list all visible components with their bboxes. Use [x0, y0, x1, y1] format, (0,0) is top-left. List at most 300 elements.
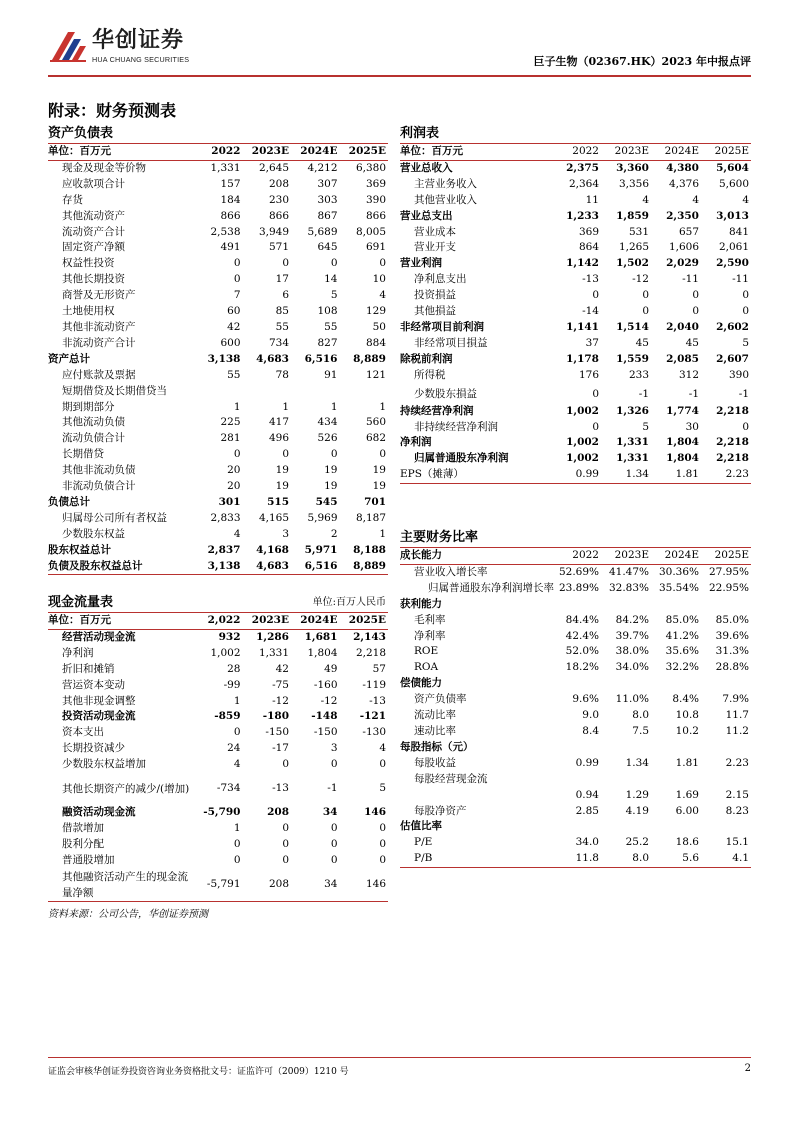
row-value: 1: [233, 400, 241, 413]
row-value: 184: [220, 193, 241, 206]
row-value: 0: [233, 837, 241, 850]
row-label: 其他非现金调整: [62, 694, 136, 707]
row-value: 2,645: [258, 161, 289, 174]
header-year: 2022: [551, 548, 601, 564]
row-value: 1,178: [566, 352, 599, 365]
row-value: 1,559: [616, 352, 649, 365]
row-value: 121: [365, 368, 386, 381]
row-value: 78: [275, 368, 289, 381]
header-year: 2022: [194, 144, 243, 160]
row-value: 4,165: [258, 511, 289, 524]
row-value: 20: [227, 480, 241, 493]
row-value: 19: [372, 464, 386, 477]
row-label: 股东权益总计: [48, 543, 111, 556]
row-label: 非经常项目損益: [414, 336, 488, 349]
row-value: 9.0: [582, 709, 599, 722]
row-value: 0: [692, 305, 699, 318]
row-value: 303: [317, 193, 338, 206]
table-row: [48, 757, 388, 773]
table-row: [400, 304, 751, 320]
row-value: 0: [233, 448, 241, 461]
table-row: [48, 646, 388, 662]
table-row: [48, 629, 388, 645]
cash-flow-title: [48, 593, 388, 613]
row-label: 股利分配: [62, 837, 104, 850]
row-value: 369: [365, 177, 386, 190]
table-row: [400, 692, 751, 708]
row-value: 417: [268, 416, 289, 429]
row-value: -859: [214, 710, 241, 723]
row-value: 0: [330, 837, 338, 850]
row-label: 商誉及无形资产: [62, 289, 136, 302]
row-value: [701, 676, 751, 692]
row-value: 208: [268, 177, 289, 190]
table-row: [400, 404, 751, 420]
table-row: [400, 240, 751, 256]
row-label: 营业利润: [400, 257, 442, 270]
income-statement-title: 利润表: [400, 124, 751, 144]
row-value: 14: [324, 273, 338, 286]
row-value: [243, 384, 292, 400]
row-label: 主营业务收入: [414, 177, 477, 190]
row-value: 864: [578, 241, 599, 254]
row-label: 其他非流动资产: [62, 320, 136, 333]
row-label: 土地使用权: [62, 305, 115, 318]
balance-sheet-table: [48, 144, 388, 575]
table-row: [400, 835, 751, 851]
row-value: -160: [313, 678, 338, 691]
row-label: 除税前利润: [400, 352, 453, 365]
row-value: 11: [585, 193, 599, 206]
row-value: 2,602: [716, 320, 749, 333]
row-label: 流动比率: [414, 709, 456, 722]
income-statement-table: [400, 144, 751, 484]
row-value: 225: [220, 416, 241, 429]
row-value: [701, 772, 751, 788]
row-value: 2,061: [718, 241, 749, 254]
row-label: 权益性投资: [62, 257, 115, 270]
row-value: 19: [324, 464, 338, 477]
row-value: 0: [233, 273, 241, 286]
row-value: 10.8: [675, 709, 699, 722]
row-label: 其他流动资产: [62, 209, 125, 222]
row-value: [651, 676, 701, 692]
row-value: 10.2: [675, 724, 699, 737]
table-row: [400, 613, 751, 629]
row-label: 资产负债率: [414, 693, 467, 706]
row-value: 0: [282, 837, 289, 850]
row-value: 2.15: [725, 788, 749, 801]
row-value: 0: [692, 289, 699, 302]
table-row: [48, 479, 388, 495]
row-value: 45: [635, 336, 649, 349]
row-label: ROA: [414, 661, 439, 674]
table-row: [400, 193, 751, 209]
row-value: 1,804: [307, 646, 338, 659]
page-header: [48, 28, 751, 72]
table-row: [48, 678, 388, 694]
row-value: 8,889: [340, 559, 389, 575]
row-value: 0: [379, 853, 386, 866]
row-value: 0: [330, 448, 338, 461]
table-row: [48, 240, 388, 256]
row-value: -12: [272, 694, 289, 707]
row-label: 投资活动现金流: [62, 710, 136, 723]
row-value: 30.36%: [658, 565, 699, 578]
appendix-title: 附录：财务预测表: [48, 101, 177, 120]
row-value: 491: [220, 241, 241, 254]
footer-divider: [48, 1057, 751, 1058]
row-value: 5: [379, 782, 386, 795]
table-row: [48, 272, 388, 288]
header-year: 2024E: [291, 613, 340, 629]
header-year: 2025E: [340, 613, 389, 629]
row-value: 1.69: [675, 788, 699, 801]
row-label: P/B: [400, 851, 551, 867]
row-value: 0: [592, 387, 599, 400]
row-value: 28.8%: [715, 661, 749, 674]
row-label: 经营活动现金流: [62, 630, 136, 643]
row-value: 281: [220, 432, 241, 445]
row-value: 0: [379, 837, 386, 850]
cash-flow-title-text: 现金流量表: [48, 595, 114, 610]
row-value: 682: [365, 432, 386, 445]
row-label: 每股收益: [414, 756, 456, 769]
table-row: [48, 320, 388, 336]
row-value: 4,168: [256, 543, 289, 556]
row-label: 负债总计: [48, 495, 90, 508]
row-label: 少数股东权益增加: [62, 758, 146, 771]
row-value: 55: [324, 320, 338, 333]
row-label: 其他流动负债: [62, 416, 125, 429]
row-label: 存货: [62, 193, 83, 206]
row-value: 4: [233, 758, 241, 771]
row-value: -1: [688, 387, 699, 400]
row-value: 5,969: [307, 511, 338, 524]
row-value: 0: [233, 726, 241, 739]
row-value: 11.8: [551, 851, 601, 867]
row-value: 3,949: [258, 225, 289, 238]
row-value: 2,218: [355, 646, 386, 659]
row-value: 0.99: [575, 756, 599, 769]
table-row: [48, 725, 388, 741]
table-row: [48, 773, 388, 805]
header-year: 2023E: [601, 548, 651, 564]
row-value: 0: [330, 853, 338, 866]
row-label: 折旧和摊销: [62, 662, 115, 675]
row-value: -1: [638, 387, 649, 400]
page-number: 2: [744, 1063, 751, 1074]
table-row: [400, 288, 751, 304]
row-label: 营业收入增长率: [414, 565, 488, 578]
row-value: 22.95%: [708, 581, 749, 594]
row-label: 归属母公司所有者权益: [62, 511, 167, 524]
cash-flow-table: [48, 613, 388, 902]
row-value: 691: [365, 241, 386, 254]
row-value: 827: [317, 336, 338, 349]
row-value: 5,689: [307, 225, 338, 238]
balance-sheet-panel: [48, 124, 388, 575]
row-value: 8.4: [582, 724, 599, 737]
table-row: [48, 821, 388, 837]
table-header-row: [48, 613, 388, 629]
header-year: 2022: [551, 144, 601, 160]
row-value: 4: [742, 193, 749, 206]
row-value: 6: [282, 289, 289, 302]
cash-flow-panel: [48, 593, 388, 902]
row-value: 390: [728, 368, 749, 381]
table-row: [48, 741, 388, 757]
row-value: 1,002: [566, 452, 599, 465]
row-value: 233: [628, 368, 649, 381]
row-value: 146: [340, 869, 389, 902]
row-value: 6,380: [355, 161, 386, 174]
table-row: [400, 384, 751, 404]
row-label: 非流动资产合计: [62, 336, 136, 349]
table-row: [48, 352, 388, 368]
row-value: 1,002: [210, 646, 241, 659]
table-row: [400, 788, 751, 804]
table-row: [400, 352, 751, 368]
row-value: -13: [582, 273, 599, 286]
table-row: [48, 869, 388, 902]
row-value: 8.0: [601, 851, 651, 867]
row-value: 23.89%: [558, 581, 599, 594]
table-row: [48, 256, 388, 272]
row-value: 19: [324, 480, 338, 493]
row-value: 8,187: [355, 511, 386, 524]
table-row: [48, 447, 388, 463]
row-value: 734: [268, 336, 289, 349]
row-value: 1,331: [210, 161, 241, 174]
header-year: 2025E: [701, 548, 751, 564]
row-value: 27.95%: [708, 565, 749, 578]
row-value: 1,859: [616, 209, 649, 222]
row-label: 借款增加: [62, 821, 104, 834]
row-value: 3,360: [616, 161, 649, 174]
row-value: 85.0%: [715, 613, 749, 626]
row-value: 866: [268, 209, 289, 222]
row-value: 531: [628, 225, 649, 238]
row-value: 5,971: [304, 543, 338, 556]
row-label: 应收款项合计: [62, 177, 125, 190]
row-value: 8.0: [632, 709, 649, 722]
table-row: [48, 709, 388, 725]
row-value: 701: [364, 495, 386, 508]
row-value: 85.0%: [665, 613, 699, 626]
row-value: [651, 597, 701, 613]
row-value: 1: [233, 694, 241, 707]
table-row: [48, 177, 388, 193]
row-value: 0: [642, 289, 649, 302]
logo-mark-icon: [48, 30, 88, 64]
table-row: [400, 676, 751, 692]
row-value: -13: [272, 782, 289, 795]
table-header-row: [48, 144, 388, 160]
row-value: 31.3%: [715, 645, 749, 658]
header-label: 单位：百万元: [48, 144, 194, 160]
row-value: 52.0%: [565, 645, 599, 658]
row-value: [701, 740, 751, 756]
row-value: 0.99: [551, 467, 601, 483]
row-value: 1: [379, 400, 386, 413]
row-value: 42: [275, 662, 289, 675]
row-value: 5,604: [716, 161, 749, 174]
row-value: [701, 819, 751, 835]
table-row: [400, 597, 751, 613]
table-row: [400, 160, 751, 176]
row-value: 1.34: [601, 467, 651, 483]
row-value: 0: [379, 257, 386, 270]
ratios-title: 主要财务比率: [400, 528, 751, 548]
row-value: 11.2: [725, 724, 749, 737]
row-value: 108: [317, 305, 338, 318]
table-row: [400, 272, 751, 288]
row-label: EPS（摊薄）: [400, 467, 551, 483]
row-value: 0: [282, 821, 289, 834]
row-label: 资本支出: [62, 726, 104, 739]
header-year: 2024E: [291, 144, 340, 160]
row-value: -180: [262, 710, 289, 723]
row-label: 固定资产净额: [62, 241, 125, 254]
row-value: 17: [275, 273, 289, 286]
row-value: 2,218: [716, 404, 749, 417]
row-label: 非流动负债合计: [62, 480, 136, 493]
ratios-panel: [400, 528, 751, 868]
row-label: 每股净资产: [414, 804, 467, 817]
row-value: [651, 772, 701, 788]
row-value: 0: [379, 758, 386, 771]
row-label: 持续经营净利润: [400, 404, 474, 417]
row-value: 0: [742, 305, 749, 318]
row-value: 1: [233, 821, 241, 834]
row-value: 369: [578, 225, 599, 238]
company-logo: [48, 28, 228, 68]
row-value: 3,138: [194, 559, 243, 575]
row-label: 短期借贷及长期借贷当: [62, 384, 167, 397]
row-value: -14: [582, 305, 599, 318]
row-value: 3: [282, 527, 289, 540]
row-value: 932: [218, 630, 241, 643]
row-value: -17: [272, 742, 289, 755]
row-value: 3,138: [207, 352, 241, 365]
table-row: [400, 435, 751, 451]
table-row: [48, 304, 388, 320]
row-value: [551, 597, 601, 613]
row-value: 52.69%: [558, 565, 599, 578]
row-value: 6.00: [675, 804, 699, 817]
row-value: 84.4%: [565, 613, 599, 626]
row-value: 0: [742, 289, 749, 302]
row-value: 1.81: [651, 467, 701, 483]
row-value: 19: [275, 480, 289, 493]
row-value: 884: [365, 336, 386, 349]
table-row: [48, 511, 388, 527]
row-value: 176: [578, 368, 599, 381]
row-value: 3,356: [618, 177, 649, 190]
row-value: [551, 772, 601, 788]
row-value: 0: [282, 448, 289, 461]
table-row: [400, 644, 751, 660]
table-row: [400, 320, 751, 336]
row-value: 2,143: [353, 630, 386, 643]
ratios-table: [400, 548, 751, 868]
row-value: 0: [330, 821, 338, 834]
row-value: 1,804: [666, 452, 699, 465]
row-value: 1,141: [566, 320, 599, 333]
row-value: 515: [267, 495, 289, 508]
row-value: 4: [233, 527, 241, 540]
row-value: 2.23: [725, 756, 749, 769]
row-value: [601, 740, 651, 756]
header-year: 2025E: [340, 144, 389, 160]
row-value: 645: [317, 241, 338, 254]
row-value: 230: [268, 193, 289, 206]
row-value: -150: [265, 726, 289, 739]
row-value: 55: [275, 320, 289, 333]
table-row: [48, 495, 388, 511]
row-value: 545: [315, 495, 338, 508]
row-value: 4,683: [256, 352, 289, 365]
row-value: 2,538: [210, 225, 241, 238]
header-label: 成长能力: [400, 548, 551, 564]
row-value: 1,606: [668, 241, 699, 254]
row-value: 2,837: [207, 543, 241, 556]
table-row: [400, 629, 751, 645]
row-value: 35.6%: [665, 645, 699, 658]
row-value: -1: [327, 782, 338, 795]
table-row: [400, 564, 751, 580]
row-value: 571: [268, 241, 289, 254]
header-year: 2,022: [194, 613, 243, 629]
row-value: 9.6%: [572, 693, 599, 706]
row-value: -1: [738, 387, 749, 400]
table-row: [400, 772, 751, 788]
row-value: 42.4%: [565, 629, 599, 642]
row-value: 34.0%: [615, 661, 649, 674]
row-label: 营业总收入: [400, 161, 453, 174]
row-value: [291, 384, 340, 400]
table-row: [48, 384, 388, 400]
row-value: 19: [275, 464, 289, 477]
row-value: 1,774: [666, 404, 699, 417]
table-row: [48, 160, 388, 176]
row-label: 净利润: [62, 646, 94, 659]
row-value: -12: [320, 694, 338, 707]
row-value: [601, 597, 651, 613]
row-label: 应付账款及票据: [62, 368, 136, 381]
row-value: -119: [362, 678, 386, 691]
table-header-row: [400, 144, 751, 160]
row-label: 净利润: [400, 436, 432, 449]
row-value: 0: [282, 257, 289, 270]
table-row: [48, 662, 388, 678]
row-value: 2,590: [716, 257, 749, 270]
row-value: 1,331: [616, 436, 649, 449]
row-value: 24: [227, 742, 241, 755]
row-value: 1,286: [256, 630, 289, 643]
table-row: [48, 559, 388, 575]
row-label: 营业总支出: [400, 209, 453, 222]
row-label: 毛利率: [414, 613, 446, 626]
row-value: 1,326: [616, 404, 649, 417]
row-label: ROE: [414, 645, 439, 658]
row-value: 0: [233, 853, 241, 866]
row-value: [651, 819, 701, 835]
row-label: 长期借贷: [62, 448, 104, 461]
row-value: 307: [317, 177, 338, 190]
row-value: 32.83%: [608, 581, 649, 594]
